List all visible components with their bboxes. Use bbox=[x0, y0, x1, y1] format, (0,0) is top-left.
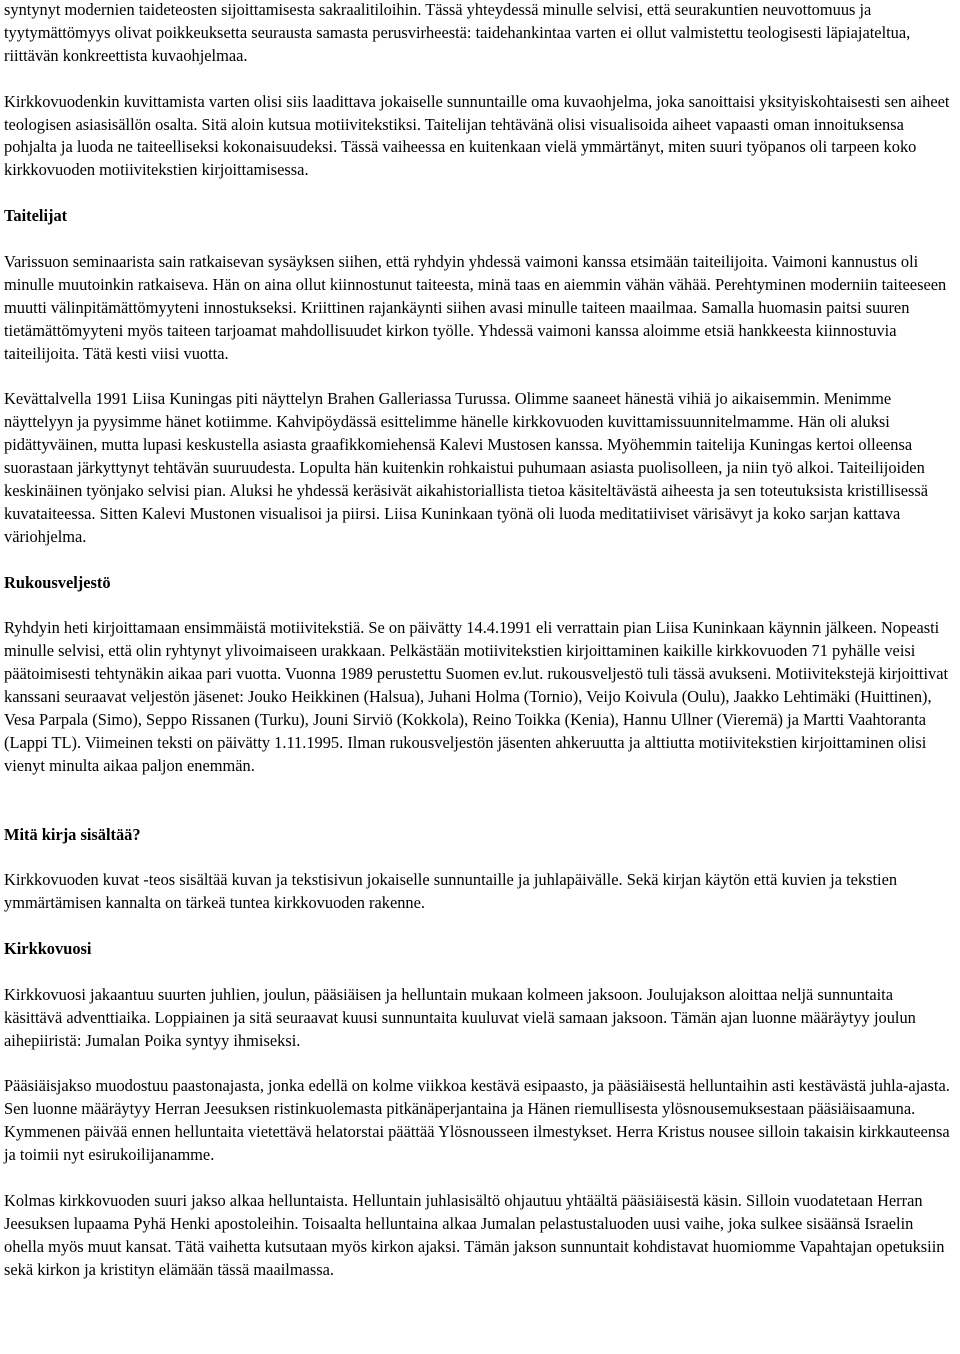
paragraph-joulujakso: Kirkkovuosi jakaantuu suurten juhlien, joulun, pääsiäisen ja helluntain mukaan kolmeen jaksoon. Joulujakson aloittaa neljä sunnuntaita käsittävä adventtiaika. Loppiainen ja sitä seuraavat kuusi sunnuntaita kuuluvat vielä samaan jaksoon. Tämän ajan luonne määräytyy joulun aihepiiristä: Jumalan Poika syntyy ihmiseksi. bbox=[4, 984, 916, 1050]
heading-mita-kirja-sisaltaa: Mitä kirja sisältää? bbox=[4, 824, 141, 844]
paragraph-intro-continued: syntynyt modernien taideteosten sijoittamisesta sakraalitiloihin. Tässä yhteydessä minulle selvisi, että seurakuntien neuvottomuus ja tyytymättömyys olivat poikkeuksetta seurausta samasta perusvirheestä: taidehankintaa varten ei ollut valmistettu teologisesti läpiajateltua, riittävän konkreettista kuvaohjelmaa. bbox=[4, 0, 911, 65]
paragraph-kevattalvella: Kevättalvella 1991 Liisa Kuningas piti näyttelyn Brahen Galleriassa Turussa. Olimme saaneet hänestä vihiä jo aikaisemmin. Menimme näyttelyyn ja pyysimme hänet kotiimme. Kahvipöydässä esittelimme hänelle kirkkovuoden kuvittamissuunnitelmamme. Hän oli aluksi pidättyväinen, mutta lupasi keskustella asiasta graafikkomiehensä Kalevi Mustosen kanssa. Myöhemmin taitelija Kuningas kertoi olleensa suorastaan järkyttynyt tehtävän suuruudesta. Lopulta hän kuitenkin rohkaistui puhumaan asiasta puolisolleen, ja niin työ alkoi. Taiteilijoiden keskinäinen työnjako selvisi pian. Aluksi he yhdessä keräsivät aikahistoriallista tietoa käsiteltävästä aiheesta ja sen toteutuksista kristillisessä kuvataiteessa. Sitten Kalevi Mustonen visualisoi ja piirsi. Liisa Kuninkaan työnä oli luoda meditatiiviset värisävyt ja koko sarjan kattava väriohjelma. bbox=[4, 389, 929, 546]
heading-rukousveljesto: Rukousveljestö bbox=[4, 572, 111, 592]
heading-kirkkovuosi: Kirkkovuosi bbox=[4, 939, 92, 958]
paragraph-helluntaijakso: Kolmas kirkkovuoden suuri jakso alkaa helluntaista. Helluntain juhlasisältö ohjautuu yhtäältä pääsiäisestä käsin. Silloin vuodatetaan Herran Jeesuksen lupaama Pyhä Henki apostoleihin. Toisaalta helluntaina alkaa Jumalan pelastustaluoden uusi vaihe, joka sulkee sisäänsä Israelin ohella myös muut kansat. Tätä vaihetta kutsutaan myös kirkon ajaksi. Tämän jakson sunnuntait kohdistavat huomiomme Vapahtajan opetuksiin sekä kirkon ja kristityn elämään tässä maailmassa. bbox=[4, 1190, 945, 1279]
paragraph-motiiviteksti: Kirkkovuodenkin kuvittamista varten olisi siis laadittava jokaiselle sunnuntaille oma kuvaohjelma, joka sanoittaisi yksityiskohtaisesti sen aiheet teologisen asiasisällön osalta. Sitä aloin kutsua motiivitekstiksi. Taitelijan tehtävänä olisi visualisoida aiheet vapaasti oman innoituksensa pohjalta ja luoda ne taiteelliseksi kokonaisuudeksi. Tässä vaiheessa en kuitenkaan vielä ymmärtänyt, miten suuri työpanos oli tarpeen koko kirkkovuoden motiivitekstien kirjoittamisessa. bbox=[4, 91, 950, 180]
paragraph-paasiaisjakso: Pääsiäisjakso muodostuu paastonajasta, jonka edellä on kolme viikkoa kestävä esipaasto, ja pääsiäisestä helluntaihin asti kestävästä juhla-ajasta. Sen luonne määräytyy Herran Jeesuksen ristinkuolemasta pitkänäperjantaina ja Hänen riemullisesta ylösnousemuksestaan pääsiäisaamuna. Kymmenen päivää ennen helluntaita vietettävä helatorstai päättää Ylösnousseen ilmestykset. Herra Kristus nousee silloin takaisin kirkkauteensa ja toimii nyt esirukoilijanamme. bbox=[4, 1076, 950, 1165]
document-page bbox=[4, 0, 952, 1304]
heading-taitelijat: Taitelijat bbox=[4, 206, 68, 226]
section-spacer bbox=[4, 801, 952, 824]
paragraph-kirja-sisaltaa: Kirkkovuoden kuvat -teos sisältää kuvan ja tekstisivun jokaiselle sunnuntaille ja juhlapäivälle. Sekä kirjan käytön että kuvien ja tekstien ymmärtämisen kannalta on tärkeä tuntea kirkkovuoden rakenne. bbox=[4, 870, 898, 913]
paragraph-varissuo: Varissuon seminaarista sain ratkaisevan sysäyksen siihen, että ryhdyin yhdessä vaimoni kanssa etsimään taiteilijoita. Vaimoni kannustus oli minulle muutoinkin ratkaiseva. Hän on aina ollut kiinnostunut taiteesta, minä taas en aiemmin vähän vähää. Perehtyminen moderniin taiteeseen muutti välinpitämättömyyteni innostukseksi. Kriittinen rajankäynti siihen avasi minulle taiteen maailmaa. Samalla huomasin paitsi suuren tietämättömyyteni myös taiteen tarjoamat mahdollisuudet kirkon työlle. Yhdessä vaimoni kanssa aloimme etsiä hankkeesta kiinnostuvia taiteilijoita. Tätä kesti viisi vuotta. bbox=[4, 251, 947, 363]
paragraph-rukousveljesto: Ryhdyin heti kirjoittamaan ensimmäistä motiivitekstiä. Se on päivätty 14.4.1991 eli verrattain pian Liisa Kuninkaan käynnin jälkeen. Nopeasti minulle selvisi, että olin ryhtynyt ylivoimaiseen urakkaan. Pelkästään motiivitekstien kirjoittaminen kaikille kirkkovuoden 71 pyhälle veisi päätoimisesti tehtynäkin aikaa pari vuotta. Vuonna 1989 perustettu Suomen ev.lut. rukousveljestö tuli tässä avukseni. Motiivitekstejä kirjoittivat kanssani seuraavat veljestön jäsenet: Jouko Heikkinen (Halsua), Juhani Holma (Tornio), Veijo Koivula (Oulu), Jaakko Lehtimäki (Huittinen), Vesa Parpala (Simo), Seppo Rissanen (Turku), Jouni Sirviö (Kokkola), Reino Toikka (Kenia), Hannu Ullner (Vieremä) ja Martti Vaahtoranta (Lappi TL). Viimeinen teksti on päivätty 1.11.1995. Ilman rukousveljestön jäsenten ahkeruutta ja alttiutta motiivitekstien kirjoittaminen olisi vienyt minulta aikaa paljon enemmän. bbox=[4, 618, 949, 775]
